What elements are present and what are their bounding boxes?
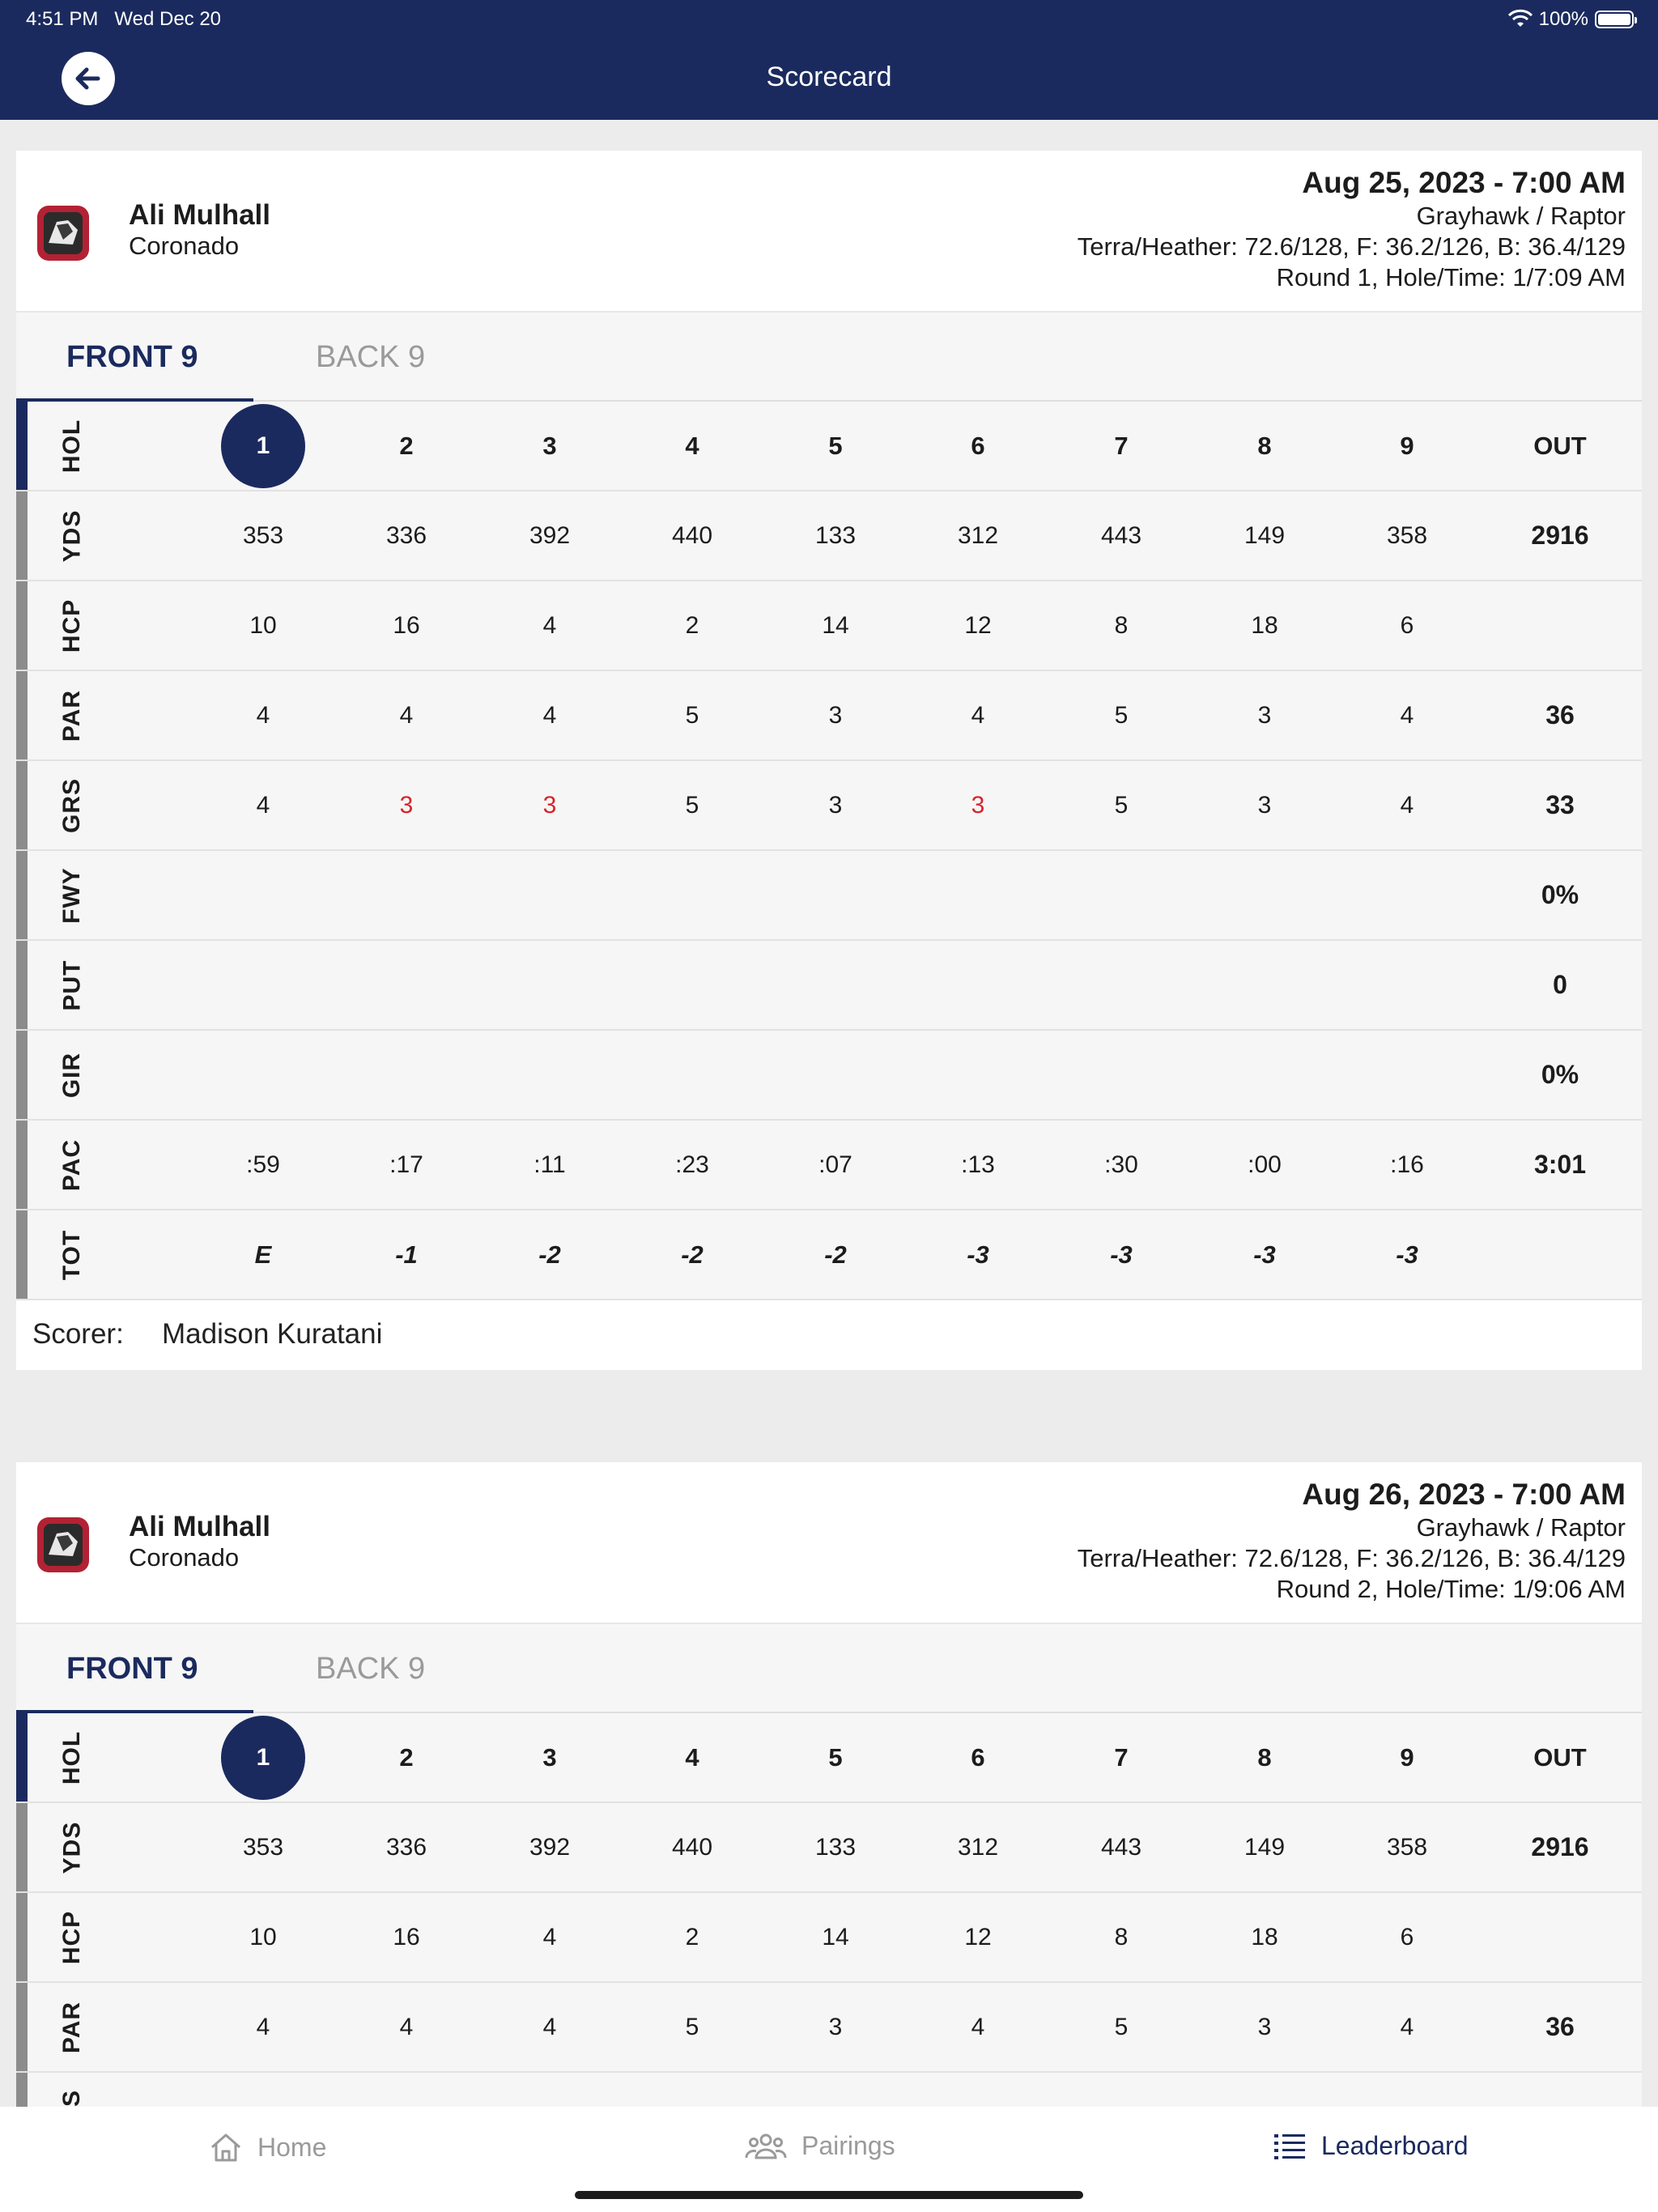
event-course: Grayhawk / Raptor (1416, 1513, 1626, 1542)
player-name: Ali Mulhall (129, 199, 270, 231)
tab-pairings[interactable] (745, 2131, 895, 2161)
event-info (1078, 165, 1626, 293)
tab-home[interactable] (209, 2131, 326, 2163)
hole-cell[interactable]: 9 (1400, 431, 1414, 460)
row-label: PAR (58, 689, 85, 742)
tab-pairings-label: Pairings (801, 2131, 895, 2160)
tab-back-9[interactable]: BACK 9 (316, 340, 426, 374)
par-cell: 4 (1400, 2013, 1414, 2040)
put-total: 0 (1553, 970, 1567, 999)
scorer-label: Scorer: (32, 1318, 124, 1350)
score-grid (16, 1713, 1642, 2163)
par-cell: 5 (1114, 2013, 1129, 2040)
hcp-cell: 6 (1400, 1923, 1414, 1950)
gir-total: 0% (1541, 1060, 1579, 1089)
par-cell: 4 (256, 2013, 270, 2040)
tot-cell: -3 (967, 1240, 989, 1269)
grs-cell: 5 (1114, 791, 1129, 819)
yds-cell: 149 (1244, 521, 1286, 549)
grs-cell: 3 (828, 791, 843, 819)
row-hol (16, 402, 1642, 491)
hcp-cell: 8 (1114, 1923, 1129, 1950)
row-label: HOL (57, 419, 85, 473)
yds-cell: 353 (242, 521, 284, 549)
tab-home-label: Home (257, 2132, 327, 2162)
yds-cell: 392 (529, 521, 571, 549)
yds-cell: 312 (957, 521, 999, 549)
tab-front-9[interactable]: FRONT 9 (66, 340, 198, 374)
par-cell: 4 (971, 2013, 985, 2040)
row-hcp (16, 581, 1642, 671)
scorer-row (16, 1300, 1642, 1370)
hole-cell[interactable]: 6 (971, 431, 985, 460)
hcp-cell: 14 (822, 611, 849, 639)
pac-cell: :30 (1104, 1151, 1138, 1178)
par-cell: 5 (685, 701, 699, 729)
hole-cell[interactable]: 6 (971, 1742, 985, 1772)
hcp-cell: 16 (393, 1923, 420, 1950)
tot-cell: -2 (681, 1240, 704, 1269)
yds-cell: 358 (1386, 1833, 1428, 1861)
team-logo-icon (32, 1514, 94, 1576)
row-hol (16, 1713, 1642, 1803)
hcp-cell: 18 (1251, 1923, 1278, 1950)
yds-cell: 133 (814, 1833, 857, 1861)
row-label: GRS (57, 777, 85, 833)
yds-cell: 312 (957, 1833, 999, 1861)
row-par (16, 1983, 1642, 2073)
row-par (16, 671, 1642, 761)
row-label: GIR (58, 1052, 85, 1098)
grs-cell: 4 (256, 791, 270, 819)
hcp-cell: 10 (249, 1923, 277, 1950)
tot-cell: E (254, 1240, 272, 1269)
hole-cell[interactable] (202, 1713, 324, 1802)
par-cell: 3 (828, 701, 843, 729)
hole-cell[interactable]: 7 (1114, 1742, 1129, 1772)
yds-cell: 336 (385, 521, 427, 549)
player-school: Coronado (129, 1543, 240, 1572)
grs-cell: 4 (1400, 791, 1414, 819)
yds-cell: 440 (671, 1833, 713, 1861)
par-total: 36 (1545, 700, 1575, 730)
status-right (1508, 8, 1634, 31)
nine-tabs (16, 1624, 1642, 1713)
par-cell: 3 (1257, 701, 1272, 729)
pac-cell: :59 (246, 1151, 280, 1178)
row-label: PUT (58, 959, 85, 1010)
par-cell: 5 (685, 2013, 699, 2040)
row-label: YDS (58, 509, 85, 562)
hole-cell[interactable]: 9 (1400, 1742, 1414, 1772)
hcp-cell: 16 (393, 611, 420, 639)
event-info (1078, 1477, 1626, 1605)
hole-cell[interactable]: 5 (828, 431, 843, 460)
yds-total: 2916 (1531, 521, 1589, 550)
pac-cell: :11 (534, 1151, 566, 1178)
out-header: OUT (1533, 1742, 1587, 1772)
row-yds (16, 1803, 1642, 1893)
par-cell: 5 (1114, 701, 1129, 729)
fwy-total: 0% (1541, 880, 1579, 909)
yds-cell: 149 (1244, 1833, 1286, 1861)
out-header: OUT (1533, 431, 1587, 460)
hole-cell[interactable]: 4 (685, 1742, 699, 1772)
status-bar (0, 0, 1658, 39)
battery-percent: 100% (1538, 8, 1588, 30)
row-grs (16, 761, 1642, 851)
hcp-cell: 14 (822, 1923, 849, 1950)
home-icon (209, 2131, 243, 2163)
row-label: FWY (58, 866, 85, 924)
grs-cell-birdie: 3 (399, 791, 414, 819)
grs-total: 33 (1545, 790, 1575, 819)
row-label: TOT (57, 1229, 85, 1280)
pac-cell: :23 (675, 1151, 709, 1178)
hcp-cell: 12 (964, 611, 992, 639)
player-school: Coronado (129, 232, 240, 260)
tot-cell: -3 (1110, 1240, 1133, 1269)
hcp-cell: 4 (542, 611, 557, 639)
row-label: HCP (58, 598, 85, 653)
hole-cell[interactable]: 5 (828, 1742, 843, 1772)
par-cell: 4 (256, 701, 270, 729)
event-round-info: Round 2, Hole/Time: 1/9:06 AM (1276, 1575, 1626, 1603)
selected-hole[interactable]: 1 (221, 1716, 305, 1800)
par-total: 36 (1545, 2012, 1575, 2041)
bottom-tab-bar (0, 2107, 1658, 2212)
hcp-cell: 18 (1251, 611, 1278, 639)
par-cell: 4 (1400, 701, 1414, 729)
yds-total: 2916 (1531, 1832, 1589, 1861)
hole-cell[interactable] (202, 402, 324, 490)
row-label: YDS (58, 1821, 85, 1874)
scorecard-round-2 (16, 1462, 1642, 2107)
page-title: Scorecard (766, 62, 892, 92)
row-gir (16, 1031, 1642, 1121)
scorecard-round-1 (16, 151, 1642, 1367)
nav-bar (0, 39, 1658, 120)
hcp-cell: 8 (1114, 611, 1129, 639)
row-yds (16, 491, 1642, 581)
par-cell: 4 (971, 701, 985, 729)
row-label: HCP (58, 1910, 85, 1964)
event-tees: Terra/Heather: 72.6/128, F: 36.2/126, B: 36.4/129 (1077, 232, 1626, 261)
pac-cell: :07 (818, 1151, 852, 1178)
hole-cell[interactable]: 3 (542, 431, 557, 460)
tot-cell: -3 (1396, 1240, 1418, 1269)
score-grid (16, 402, 1642, 1300)
yds-cell: 336 (385, 1833, 427, 1861)
nine-tabs (16, 313, 1642, 402)
tot-cell: -3 (1253, 1240, 1276, 1269)
yds-cell: 443 (1100, 1833, 1142, 1861)
event-course: Grayhawk / Raptor (1416, 202, 1626, 230)
player-name: Ali Mulhall (129, 1511, 270, 1542)
yds-cell: 358 (1386, 521, 1428, 549)
hole-cell[interactable]: 8 (1257, 431, 1272, 460)
battery-icon (1595, 11, 1634, 28)
row-pac (16, 1121, 1642, 1210)
event-date: Aug 25, 2023 - 7:00 AM (1302, 166, 1626, 199)
par-cell: 3 (1257, 2013, 1272, 2040)
hcp-cell: 10 (249, 611, 277, 639)
card-header (16, 151, 1642, 313)
par-cell: 4 (542, 2013, 557, 2040)
card-header (16, 1462, 1642, 1624)
grs-cell: 3 (1257, 791, 1272, 819)
hole-cell[interactable]: 8 (1257, 1742, 1272, 1772)
hcp-cell: 6 (1400, 611, 1414, 639)
tab-back-9[interactable]: BACK 9 (316, 1652, 426, 1686)
row-hcp (16, 1893, 1642, 1983)
pac-cell: :16 (1390, 1151, 1424, 1178)
yds-cell: 440 (671, 521, 713, 549)
event-tees: Terra/Heather: 72.6/128, F: 36.2/126, B: 36.4/129 (1077, 1544, 1626, 1572)
selected-hole[interactable]: 1 (221, 404, 305, 488)
tab-front-9[interactable]: FRONT 9 (66, 1652, 198, 1686)
status-time: 4:51 PM Wed Dec 20 (26, 8, 222, 30)
pac-cell: :00 (1248, 1151, 1282, 1178)
row-label: PAR (58, 2001, 85, 2053)
scorer-name: Madison Kuratani (162, 1318, 383, 1350)
row-label: HOL (57, 1730, 85, 1784)
par-cell: 4 (399, 2013, 414, 2040)
hcp-cell: 12 (964, 1923, 992, 1950)
hole-cell[interactable]: 7 (1114, 431, 1129, 460)
hole-cell[interactable]: 4 (685, 431, 699, 460)
tab-leaderboard-label: Leaderboard (1321, 2131, 1469, 2160)
row-tot (16, 1210, 1642, 1300)
event-date: Aug 26, 2023 - 7:00 AM (1302, 1478, 1626, 1511)
event-round-info: Round 1, Hole/Time: 1/7:09 AM (1276, 263, 1626, 291)
tab-leaderboard[interactable] (1273, 2131, 1468, 2161)
yds-cell: 353 (242, 1833, 284, 1861)
yds-cell: 443 (1100, 521, 1142, 549)
grs-cell-birdie: 3 (971, 791, 985, 819)
par-cell: 4 (399, 701, 414, 729)
grs-cell-birdie: 3 (542, 791, 557, 819)
hcp-cell: 2 (685, 1923, 699, 1950)
hcp-cell: 2 (685, 611, 699, 639)
tot-cell: -1 (395, 1240, 418, 1269)
tot-cell: -2 (824, 1240, 847, 1269)
hole-cell[interactable]: 2 (399, 431, 414, 460)
home-indicator[interactable] (575, 2191, 1083, 2199)
row-fwy (16, 851, 1642, 941)
yds-cell: 392 (529, 1833, 571, 1861)
par-cell: 3 (828, 2013, 843, 2040)
par-cell: 4 (542, 701, 557, 729)
row-put (16, 941, 1642, 1031)
row-label: PAC (58, 1138, 85, 1191)
list-icon (1273, 2132, 1307, 2161)
tot-cell: -2 (538, 1240, 561, 1269)
hcp-cell: 4 (542, 1923, 557, 1950)
team-logo-icon (32, 202, 94, 264)
wifi-icon (1508, 11, 1533, 28)
yds-cell: 133 (814, 521, 857, 549)
group-icon (745, 2132, 787, 2161)
grs-cell: 5 (685, 791, 699, 819)
pac-total: 3:01 (1533, 1150, 1587, 1179)
hole-cell[interactable]: 2 (399, 1742, 414, 1772)
hole-cell[interactable]: 3 (542, 1742, 557, 1772)
pac-cell: :13 (961, 1151, 995, 1178)
pac-cell: :17 (389, 1151, 423, 1178)
